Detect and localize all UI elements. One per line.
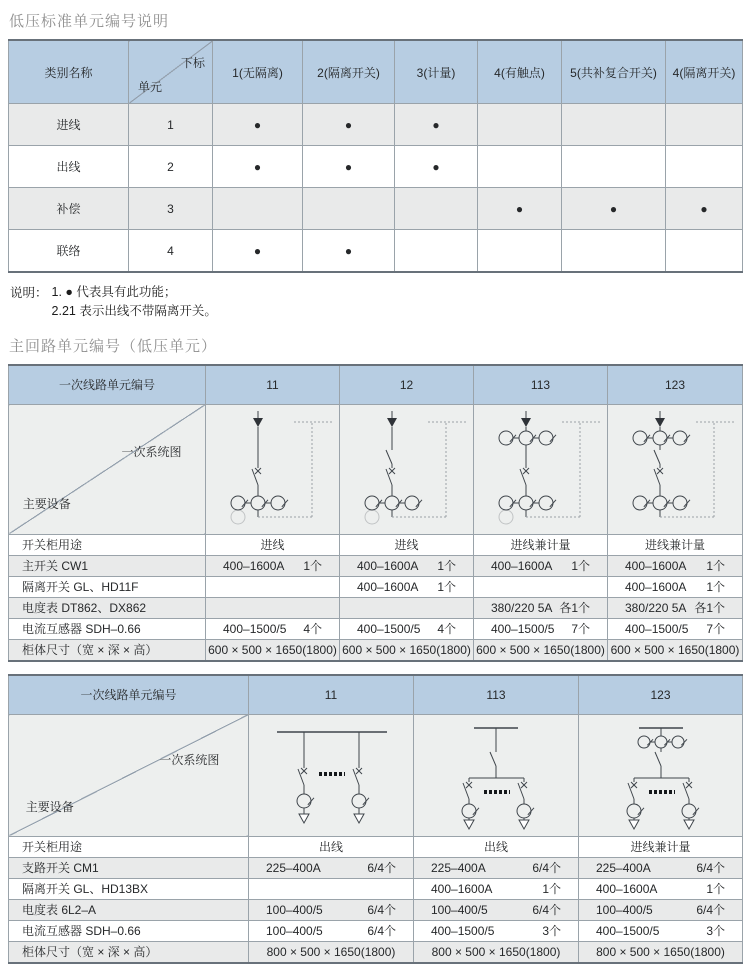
spec-cell: 800 × 500 × 1650(1800) <box>414 941 579 963</box>
spec-cell <box>608 618 743 639</box>
t2-header-label: 一次线路单元编号 <box>9 365 206 405</box>
t1-col-header-1: 1(无隔离) <box>213 40 303 104</box>
spec-pair <box>414 921 578 941</box>
spec-quantity: 6/4个 <box>696 861 725 875</box>
corner-label-primary-diagram: 一次系统图 <box>121 445 182 460</box>
t1-col-header-3: 3(计量) <box>395 40 478 104</box>
spec-rating: 400–1600A <box>625 558 687 573</box>
spec-quantity: 7个 <box>571 622 590 636</box>
spec-pair <box>474 619 607 639</box>
t3-diagram-row <box>9 714 743 836</box>
spec-pair <box>608 556 742 576</box>
t1-row-4 <box>9 230 743 273</box>
spec-cell: 进线兼计量 <box>474 534 608 555</box>
spec-cell: 600 × 500 × 1650(1800) <box>206 639 340 661</box>
function-dot-cell <box>395 230 478 273</box>
diagram-cell-123 <box>579 714 743 836</box>
corner-label-main-equipment: 主要设备 <box>25 799 74 814</box>
spec-quantity: 4个 <box>437 622 456 636</box>
spec-quantity: 1个 <box>706 559 725 573</box>
main-circuit-table-incoming <box>8 364 743 662</box>
row-label: 柜体尺寸（宽 × 深 × 高） <box>9 639 206 661</box>
spec-row <box>9 576 743 597</box>
t1-corner-cell <box>129 40 213 104</box>
diagram-cell-12 <box>340 404 474 534</box>
spec-quantity: 6/4个 <box>367 861 396 875</box>
spec-quantity: 1个 <box>437 559 456 573</box>
spec-quantity: 1个 <box>571 559 590 573</box>
notes-label: 说明： <box>10 286 48 300</box>
category-name: 进线 <box>9 104 129 146</box>
spec-rating: 400–1600A <box>223 558 285 573</box>
spec-cell <box>340 576 474 597</box>
spec-quantity: 3个 <box>542 924 561 938</box>
spec-rating: 400–1500/5 <box>625 621 689 636</box>
spec-row <box>9 618 743 639</box>
t2-unit-number-12: 12 <box>340 365 474 405</box>
one-line-diagram <box>340 406 474 532</box>
diagram-cell-11 <box>206 404 340 534</box>
spec-rating: 225–400A <box>266 860 321 875</box>
one-line-diagram <box>206 406 340 532</box>
spec-cell: 600 × 500 × 1650(1800) <box>340 639 474 661</box>
spec-pair <box>579 921 742 941</box>
t1-row-2 <box>9 146 743 188</box>
spec-quantity: 6/4个 <box>532 861 561 875</box>
spec-pair <box>608 577 742 597</box>
function-dot-cell <box>395 188 478 230</box>
spec-pair <box>608 598 742 618</box>
one-line-diagram <box>249 716 413 834</box>
spec-cell: 800 × 500 × 1650(1800) <box>579 941 743 963</box>
spec-cell <box>340 555 474 576</box>
t1-col-header-6: 4(隔离开关) <box>666 40 743 104</box>
function-dot-cell: ● <box>303 146 395 188</box>
corner-label-subscript: 下标 <box>180 56 205 70</box>
spec-cell <box>414 878 579 899</box>
spec-pair <box>414 879 578 899</box>
t2-corner-cell <box>9 404 206 534</box>
spec-cell <box>579 878 743 899</box>
t3-unit-number-123: 123 <box>579 675 743 715</box>
spec-cell <box>474 597 608 618</box>
t2-unit-number-11: 11 <box>206 365 340 405</box>
spec-quantity: 1个 <box>706 882 725 896</box>
spec-quantity: 7个 <box>706 622 725 636</box>
function-dot-cell: ● <box>213 146 303 188</box>
row-label: 隔离开关 GL、HD13BX <box>9 878 249 899</box>
note-line-1: 1. ● 代表具有此功能； <box>51 285 177 299</box>
spec-pair <box>414 900 578 920</box>
spec-rating: 400–1500/5 <box>357 621 421 636</box>
spec-quantity: 1个 <box>542 882 561 896</box>
spec-cell <box>249 899 414 920</box>
spec-row <box>9 941 743 963</box>
spec-pair <box>579 900 742 920</box>
row-label: 隔离开关 GL、HD11F <box>9 576 206 597</box>
spec-cell <box>206 576 340 597</box>
function-dot-cell: ● <box>213 104 303 146</box>
function-dot-cell: ● <box>666 188 743 230</box>
function-dot-cell: ● <box>395 104 478 146</box>
t2-diagram-row <box>9 404 743 534</box>
t1-row-1 <box>9 104 743 146</box>
function-dot-cell <box>666 230 743 273</box>
spec-cell <box>414 920 579 941</box>
spec-rating: 100–400/5 <box>431 902 488 917</box>
main-circuit-table-outgoing <box>8 674 743 964</box>
spec-row <box>9 920 743 941</box>
corner-label-primary-diagram: 一次系统图 <box>159 752 220 767</box>
spec-rating: 400–1600A <box>625 579 687 594</box>
row-label: 开关柜用途 <box>9 836 249 857</box>
function-dot-cell: ● <box>478 188 562 230</box>
spec-pair <box>249 858 413 878</box>
one-line-diagram <box>414 716 578 834</box>
spec-cell <box>608 597 743 618</box>
spec-quantity: 3个 <box>706 924 725 938</box>
row-label: 电度表 6L2–A <box>9 899 249 920</box>
function-dot-cell <box>666 104 743 146</box>
section1-title: 低压标准单元编号说明 <box>9 13 170 30</box>
function-dot-cell: ● <box>395 146 478 188</box>
one-line-diagram <box>608 406 742 532</box>
spec-row <box>9 878 743 899</box>
spec-pair <box>579 858 742 878</box>
spec-cell: 600 × 500 × 1650(1800) <box>608 639 743 661</box>
unit-number: 2 <box>129 146 213 188</box>
spec-cell: 出线 <box>249 836 414 857</box>
spec-cell <box>474 555 608 576</box>
spec-cell: 出线 <box>414 836 579 857</box>
spec-pair <box>608 619 742 639</box>
spec-pair <box>414 858 578 878</box>
row-label: 主开关 CW1 <box>9 555 206 576</box>
spec-cell <box>414 857 579 878</box>
diagram-cell-123 <box>608 404 743 534</box>
spec-quantity: 各1个 <box>694 601 725 615</box>
spec-rating: 100–400/5 <box>266 923 323 938</box>
function-dot-cell <box>562 104 666 146</box>
spec-row <box>9 857 743 878</box>
row-label: 开关柜用途 <box>9 534 206 555</box>
spec-pair <box>206 556 339 576</box>
spec-rating: 400–1600A <box>596 881 658 896</box>
corner-label-main-equipment: 主要设备 <box>22 496 71 511</box>
function-dot-cell: ● <box>213 230 303 273</box>
function-dot-cell <box>562 230 666 273</box>
function-dot-cell <box>478 230 562 273</box>
spec-row <box>9 899 743 920</box>
spec-cell <box>474 576 608 597</box>
spec-quantity: 1个 <box>706 580 725 594</box>
category-name: 联络 <box>9 230 129 273</box>
row-label: 柜体尺寸（宽 × 深 × 高） <box>9 941 249 963</box>
spec-quantity: 各1个 <box>559 601 590 615</box>
spec-cell <box>249 878 414 899</box>
spec-cell <box>474 618 608 639</box>
spec-pair <box>340 556 473 576</box>
spec-pair <box>206 619 339 639</box>
unit-code-matrix-table <box>8 39 743 273</box>
row-label: 电流互感器 SDH–0.66 <box>9 618 206 639</box>
row-label: 电流互感器 SDH–0.66 <box>9 920 249 941</box>
spec-pair <box>474 556 607 576</box>
spec-cell <box>608 555 743 576</box>
spec-cell <box>249 920 414 941</box>
spec-rating: 400–1500/5 <box>491 621 555 636</box>
t2-header-row <box>9 365 743 405</box>
spec-cell <box>206 555 340 576</box>
spec-rating: 100–400/5 <box>266 902 323 917</box>
t1-header-row <box>9 40 743 104</box>
spec-cell <box>206 597 340 618</box>
one-line-diagram <box>579 716 743 834</box>
notes-block <box>10 283 742 321</box>
t1-col-header-2: 2(隔离开关) <box>303 40 395 104</box>
corner-label-unit: 单元 <box>138 80 163 94</box>
spec-quantity: 6/4个 <box>696 903 725 917</box>
spec-rating: 225–400A <box>431 860 486 875</box>
t1-row-3 <box>9 188 743 230</box>
function-dot-cell <box>562 146 666 188</box>
notes-lines <box>52 283 217 321</box>
spec-cell <box>206 618 340 639</box>
spec-pair <box>340 577 473 597</box>
one-line-diagram <box>474 406 608 532</box>
section2-title: 主回路单元编号（低压单元） <box>9 337 218 355</box>
spec-pair <box>579 879 742 899</box>
t3-header-row <box>9 675 743 715</box>
spec-quantity: 6/4个 <box>367 924 396 938</box>
unit-number: 4 <box>129 230 213 273</box>
spec-quantity: 1个 <box>437 580 456 594</box>
function-dot-cell: ● <box>303 104 395 146</box>
spec-rating: 400–1500/5 <box>223 621 287 636</box>
spec-cell <box>579 899 743 920</box>
spec-pair <box>474 598 607 618</box>
spec-rating: 100–400/5 <box>596 902 653 917</box>
spec-quantity: 6/4个 <box>532 903 561 917</box>
t3-header-label: 一次线路单元编号 <box>9 675 249 715</box>
spec-pair <box>340 619 473 639</box>
spec-rating: 400–1600A <box>357 579 419 594</box>
spec-row <box>9 534 743 555</box>
diagram-cell-113 <box>474 404 608 534</box>
function-dot-cell <box>478 146 562 188</box>
spec-cell: 600 × 500 × 1650(1800) <box>474 639 608 661</box>
spec-cell <box>340 597 474 618</box>
spec-pair <box>249 900 413 920</box>
spec-rating: 400–1600A <box>357 558 419 573</box>
function-dot-cell <box>303 188 395 230</box>
t3-corner-cell <box>9 714 249 836</box>
function-dot-cell <box>666 146 743 188</box>
diagram-cell-11 <box>249 714 414 836</box>
function-dot-cell: ● <box>303 230 395 273</box>
spec-rating: 380/220 5A <box>625 600 687 615</box>
spec-quantity: 6/4个 <box>367 903 396 917</box>
function-dot-cell: ● <box>562 188 666 230</box>
spec-cell <box>340 618 474 639</box>
spec-cell: 进线兼计量 <box>608 534 743 555</box>
note-line-2: 2.21 表示出线不带隔离开关。 <box>51 303 217 318</box>
spec-cell <box>608 576 743 597</box>
spec-rating: 400–1600A <box>491 558 553 573</box>
function-dot-cell <box>213 188 303 230</box>
spec-cell: 800 × 500 × 1650(1800) <box>249 941 414 963</box>
spec-rating: 400–1500/5 <box>431 923 495 938</box>
spec-cell <box>414 899 579 920</box>
spec-quantity: 4个 <box>303 622 322 636</box>
t1-col-header-5: 5(共补复合开关) <box>562 40 666 104</box>
spec-cell: 进线 <box>206 534 340 555</box>
spec-rating: 225–400A <box>596 860 651 875</box>
spec-cell: 进线兼计量 <box>579 836 743 857</box>
spec-rating: 380/220 5A <box>491 600 553 615</box>
row-label: 电度表 DT862、DX862 <box>9 597 206 618</box>
t1-col-header-4: 4(有触点) <box>478 40 562 104</box>
spec-rating: 400–1600A <box>431 881 493 896</box>
unit-number: 3 <box>129 188 213 230</box>
spec-rating: 400–1500/5 <box>596 923 660 938</box>
t1-category-header: 类别名称 <box>9 40 129 104</box>
spec-cell <box>249 857 414 878</box>
spec-row <box>9 836 743 857</box>
spec-quantity: 1个 <box>303 559 322 573</box>
row-label: 支路开关 CM1 <box>9 857 249 878</box>
spec-row <box>9 597 743 618</box>
t3-unit-number-113: 113 <box>414 675 579 715</box>
spec-row <box>9 639 743 661</box>
function-dot-cell <box>478 104 562 146</box>
spec-cell <box>579 920 743 941</box>
category-name: 出线 <box>9 146 129 188</box>
diagram-cell-113 <box>414 714 579 836</box>
spec-row <box>9 555 743 576</box>
unit-number: 1 <box>129 104 213 146</box>
t2-unit-number-123: 123 <box>608 365 743 405</box>
spec-pair <box>249 921 413 941</box>
t2-unit-number-113: 113 <box>474 365 608 405</box>
spec-cell <box>579 857 743 878</box>
t3-unit-number-11: 11 <box>249 675 414 715</box>
spec-cell: 进线 <box>340 534 474 555</box>
category-name: 补偿 <box>9 188 129 230</box>
